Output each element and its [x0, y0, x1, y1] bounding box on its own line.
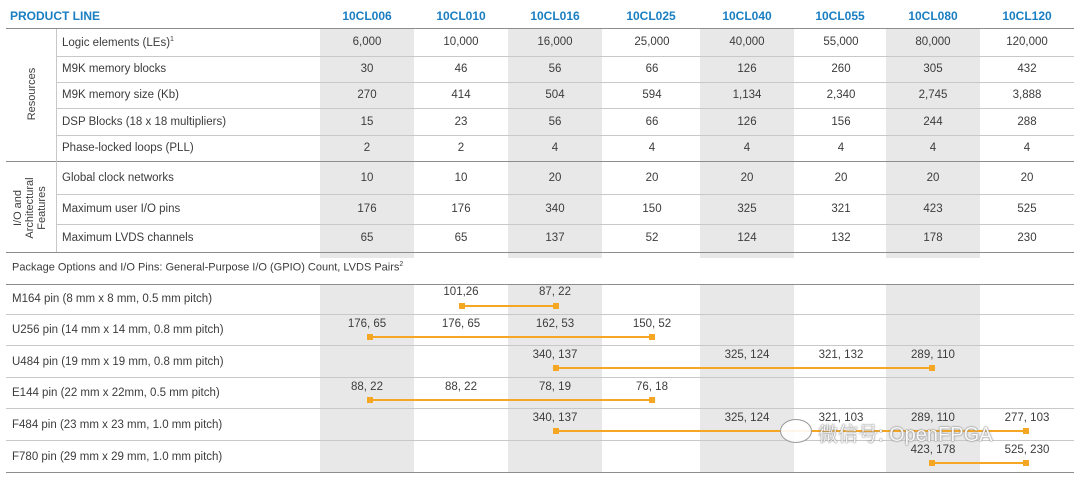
row-divider	[56, 194, 1074, 195]
migration-line-f780	[932, 462, 1026, 464]
migration-line-u256	[370, 336, 652, 338]
spec-cell: 414	[451, 89, 471, 101]
spec-cell: 20	[1020, 172, 1034, 184]
spec-cell: 3,888	[1012, 89, 1042, 101]
migration-dot	[367, 397, 373, 403]
row-divider	[56, 82, 1074, 83]
spec-cell: 55,000	[823, 36, 859, 48]
spec-cell: 4	[743, 142, 751, 154]
package-cell: 76, 18	[636, 381, 668, 393]
spec-cell: 270	[357, 89, 377, 101]
package-cell: 289, 110	[911, 349, 955, 361]
package-label-f780: F780 pin (29 mm x 29 mm, 1.0 mm pitch)	[12, 451, 223, 463]
spec-cell: 594	[642, 89, 662, 101]
migration-dot	[459, 303, 465, 309]
spec-cell: 124	[737, 232, 757, 244]
footnote-mark: 2	[399, 261, 404, 268]
migration-dot	[649, 397, 655, 403]
spec-cell: 325	[737, 203, 757, 215]
spec-cell: 80,000	[915, 36, 951, 48]
wechat-icon	[780, 419, 812, 443]
package-cell: 325, 124	[724, 349, 770, 361]
spec-cell: 23	[454, 116, 468, 128]
spec-cell: 120,000	[1006, 36, 1048, 48]
spec-cell: 52	[645, 232, 659, 244]
spec-cell: 10	[454, 172, 468, 184]
group-label-io	[12, 156, 52, 260]
spec-cell: 65	[360, 232, 374, 244]
device-header: 10CL080	[908, 9, 958, 23]
row-label-global-clock: Global clock networks	[62, 172, 174, 184]
spec-cell: 4	[837, 142, 845, 154]
package-cell: 289, 110	[911, 412, 955, 424]
group-label-resources: Resources	[26, 67, 38, 121]
spec-cell: 432	[1017, 63, 1037, 75]
spec-cell: 4	[929, 142, 937, 154]
package-divider	[6, 314, 1074, 315]
package-cell: 176, 65	[347, 318, 387, 330]
spec-cell: 176	[357, 203, 377, 215]
spec-cell: 126	[737, 116, 757, 128]
row-divider	[56, 224, 1074, 225]
package-cell: 88, 22	[445, 381, 477, 393]
header-rule	[6, 28, 1074, 29]
spec-cell: 25,000	[634, 36, 670, 48]
spec-cell: 321	[831, 203, 851, 215]
row-label-user-io: Maximum user I/O pins	[62, 203, 181, 215]
spec-cell: 178	[923, 232, 943, 244]
package-cell: 525, 230	[1004, 444, 1050, 456]
package-cell: 277, 103	[1004, 412, 1050, 424]
spec-cell: 20	[834, 172, 848, 184]
device-header: 10CL006	[342, 9, 392, 23]
migration-line-m164	[462, 305, 556, 307]
row-label-m9k-blocks: M9K memory blocks	[62, 63, 167, 75]
spec-cell: 46	[454, 63, 468, 75]
package-label-e144: E144 pin (22 mm x 22mm, 0.5 mm pitch)	[12, 387, 220, 399]
spec-cell: 126	[737, 63, 757, 75]
spec-cell: 525	[1017, 203, 1037, 215]
spec-cell: 4	[1023, 142, 1031, 154]
package-cell: 340, 137	[532, 349, 578, 361]
spec-cell: 2,745	[918, 89, 948, 101]
group-label-io-line2: Architectural	[24, 177, 36, 239]
spec-cell: 2	[363, 142, 371, 154]
package-cell: 150, 52	[632, 318, 672, 330]
migration-dot	[1023, 460, 1029, 466]
package-divider	[6, 345, 1074, 346]
package-cell: 340, 137	[532, 412, 578, 424]
package-cell: 176, 65	[441, 318, 481, 330]
device-header: 10CL010	[436, 9, 486, 23]
package-cell: 88, 22	[351, 381, 383, 393]
package-divider	[6, 408, 1074, 409]
row-divider	[56, 56, 1074, 57]
package-cell: 321, 132	[818, 349, 864, 361]
device-header: 10CL040	[722, 9, 772, 23]
spec-cell: 65	[454, 232, 468, 244]
migration-dot	[553, 303, 559, 309]
spec-cell: 20	[645, 172, 659, 184]
spec-cell: 4	[648, 142, 656, 154]
spec-cell: 30	[360, 63, 374, 75]
package-cell: 101,26	[443, 286, 479, 298]
spec-cell: 15	[360, 116, 374, 128]
spec-cell: 230	[1017, 232, 1037, 244]
row-divider	[56, 135, 1074, 136]
package-cell: 325, 124	[724, 412, 770, 424]
spec-cell: 288	[1017, 116, 1037, 128]
spec-cell: 6,000	[352, 36, 382, 48]
device-header: 10CL025	[626, 9, 676, 23]
group-separator	[56, 29, 57, 252]
product-line-header: PRODUCT LINE	[10, 9, 100, 23]
migration-dot	[553, 365, 559, 371]
row-label-lvds: Maximum LVDS channels	[62, 232, 194, 244]
package-options-note: Package Options and I/O Pins: General-Purpose I/O (GPIO) Count, LVDS Pairs$^2$	[12, 261, 404, 274]
spec-cell: 56	[548, 63, 562, 75]
package-cell: 423, 178	[910, 444, 956, 456]
spec-cell: 150	[642, 203, 662, 215]
package-label-m164: M164 pin (8 mm x 8 mm, 0.5 mm pitch)	[12, 293, 213, 305]
spec-cell: 20	[740, 172, 754, 184]
migration-dot	[553, 428, 559, 434]
package-label-f484: F484 pin (23 mm x 23 mm, 1.0 mm pitch)	[12, 419, 223, 431]
row-label-logic-elements: Logic elements (LEs)$^1$	[62, 36, 174, 49]
migration-dot	[367, 334, 373, 340]
spec-cell: 40,000	[729, 36, 765, 48]
group-label-io-line1: I/O and	[12, 189, 24, 227]
spec-cell: 20	[926, 172, 940, 184]
package-cell: 78, 19	[539, 381, 571, 393]
spec-cell: 137	[545, 232, 565, 244]
migration-dot	[649, 334, 655, 340]
migration-line-u484	[556, 367, 932, 369]
spec-cell: 244	[923, 116, 943, 128]
spec-cell: 132	[831, 232, 851, 244]
migration-dot	[929, 460, 935, 466]
row-label-m9k-size: M9K memory size (Kb)	[62, 89, 179, 101]
spec-cell: 66	[645, 63, 659, 75]
migration-dot	[929, 365, 935, 371]
spec-cell: 156	[831, 116, 851, 128]
spec-cell: 16,000	[537, 36, 573, 48]
spec-cell: 56	[548, 116, 562, 128]
footnote-mark: 1	[170, 36, 174, 43]
spec-cell: 20	[548, 172, 562, 184]
package-cell: 321, 103	[818, 412, 864, 424]
spec-cell: 2	[457, 142, 465, 154]
spec-cell: 305	[923, 63, 943, 75]
group-divider	[6, 161, 1074, 162]
watermark-text: 微信号: OpenFPGA	[818, 424, 993, 446]
group-divider	[6, 252, 1074, 253]
package-bottom-rule	[6, 472, 1074, 473]
package-cell: 162, 53	[535, 318, 575, 330]
spec-cell: 2,340	[826, 89, 856, 101]
spec-cell: 10	[360, 172, 374, 184]
package-label-u256: U256 pin (14 mm x 14 mm, 0.8 mm pitch)	[12, 324, 224, 336]
spec-cell: 504	[545, 89, 565, 101]
package-cell: 87, 22	[539, 286, 571, 298]
device-header: 10CL016	[530, 9, 580, 23]
spec-cell: 1,134	[732, 89, 762, 101]
row-label-pll: Phase-locked loops (PLL)	[62, 142, 194, 154]
spec-cell: 260	[831, 63, 851, 75]
package-header-rule	[6, 284, 1074, 285]
spec-cell: 66	[645, 116, 659, 128]
spec-cell: 423	[923, 203, 943, 215]
migration-dot	[1023, 428, 1029, 434]
device-header: 10CL055	[815, 9, 865, 23]
package-label-u484: U484 pin (19 mm x 19 mm, 0.8 mm pitch)	[12, 356, 224, 368]
spec-cell: 4	[551, 142, 559, 154]
device-header: 10CL120	[1002, 9, 1052, 23]
row-divider	[56, 108, 1074, 109]
group-label-io-line3: Features	[36, 186, 48, 230]
spec-cell: 340	[545, 203, 565, 215]
package-divider	[6, 377, 1074, 378]
migration-line-e144	[370, 399, 652, 401]
spec-cell: 176	[451, 203, 471, 215]
row-label-dsp-blocks: DSP Blocks (18 x 18 multipliers)	[62, 116, 227, 128]
spec-cell: 10,000	[443, 36, 479, 48]
